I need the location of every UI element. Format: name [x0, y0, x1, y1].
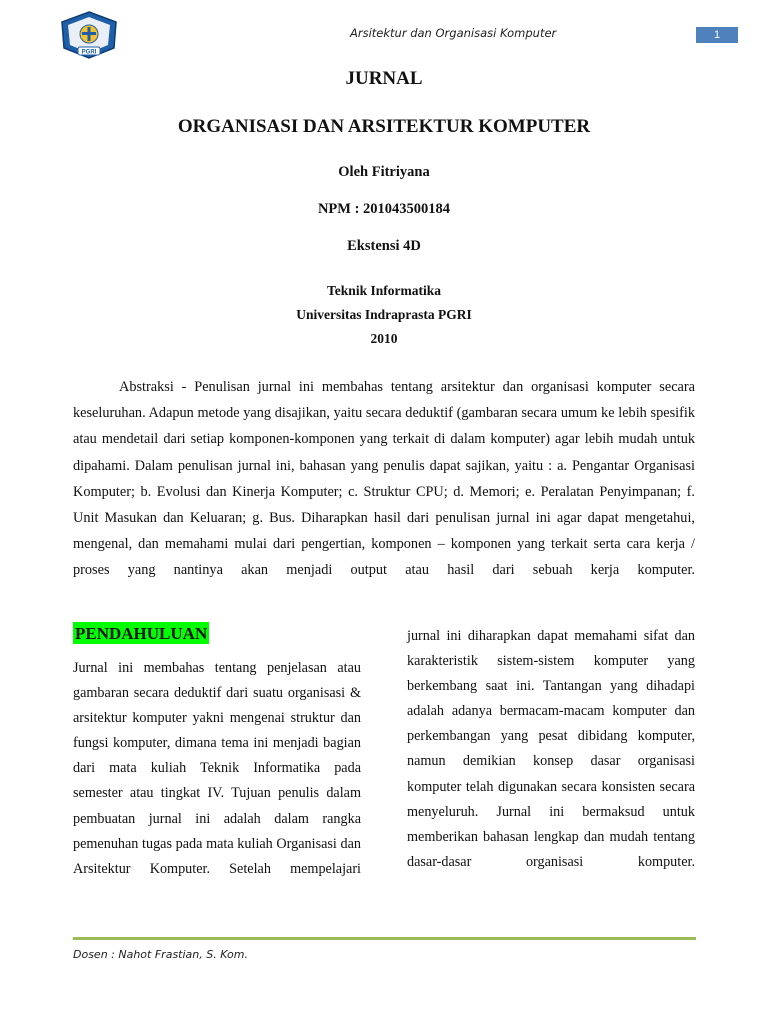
document-title: ORGANISASI DAN ARSITEKTUR KOMPUTER	[177, 116, 591, 137]
page-number-badge: 1	[696, 27, 738, 43]
journal-label: JURNAL	[345, 68, 423, 89]
logo-text: PGRI	[81, 49, 97, 56]
abstract-paragraph: Abstraksi - Penulisan jurnal ini membahas tentang arsitektur dan organisasi komputer secara keseluruhan. Adapun metode yang disajikan, yaitu secara deduktif (gambaran secara umum ke lebih spesifik atau mendetail dari setiap komponen-komponen yang terkait di dalam komputer) agar lebih mudah untuk dipahami. Dalam penulisan jurnal ini, bahasan yang penulis dapat sajikan, yaitu : a. Pengantar Organisasi Komputer; b. Evolusi dan Kinerja Komputer; c. Struktur CPU; d. Memori; e. Peralatan Penyimpanan; f. Unit Masukan dan Keluaran; g. Bus. Diharapkan hasil dari penulisan jurnal ini agar dapat mengetahui, mengenal, dan memahami mulai dari pengertian, komponen – komponen yang terkait serta cara kerja / proses yang nantinya akan menjadi output atau hasil dari sebuah kerja komputer.	[73, 379, 695, 579]
university: Universitas Indraprasta PGRI	[296, 307, 472, 322]
affiliation	[0, 279, 768, 351]
left-column	[73, 622, 361, 882]
right-column	[407, 624, 695, 875]
footer-lecturer: Dosen : Nahot Frastian, S. Kom.	[73, 948, 248, 961]
class-name: Ekstensi 4D	[347, 238, 421, 254]
university-logo-icon	[58, 10, 120, 60]
intro-paragraph-right: jurnal ini diharapkan dapat memahami sifat dan karakteristik sistem-sistem komputer yang berkembang saat ini. Tantangan yang dihadapi adalah adanya bermacam-macam komputer dan perkembangan yang pesat dibidang komputer, namun demikian konsep dasar organisasi komputer telah digunakan secara konsisten secara menyeluruh. Jurnal ini bermaksud untuk memberikan bahasan lengkap dan mudah tentang dasar-dasar organisasi komputer.	[407, 628, 695, 870]
intro-paragraph-left: Jurnal ini membahas tentang penjelasan atau gambaran secara deduktif dari suatu organisasi & arsitektur komputer yakni mengenai struktur dan fungsi komputer, dimana tema ini menjadi bagian dari mata kuliah Teknik Informatika pada semester atau tingkat IV. Tujuan penulis dalam pembuatan jurnal ini adalah dalam rangka pemenuhan tugas pada mata kuliah Organisasi dan Arsitektur Komputer. Setelah mempelajari	[73, 660, 361, 877]
running-header: Arsitektur dan Organisasi Komputer	[350, 26, 557, 40]
student-id: NPM : 201043500184	[317, 201, 451, 217]
section-heading: PENDAHULUAN	[75, 624, 208, 643]
department: Teknik Informatika	[327, 283, 441, 298]
footer-divider	[73, 937, 696, 940]
year: 2010	[370, 331, 398, 346]
author-name: Oleh Fitriyana	[338, 164, 430, 180]
